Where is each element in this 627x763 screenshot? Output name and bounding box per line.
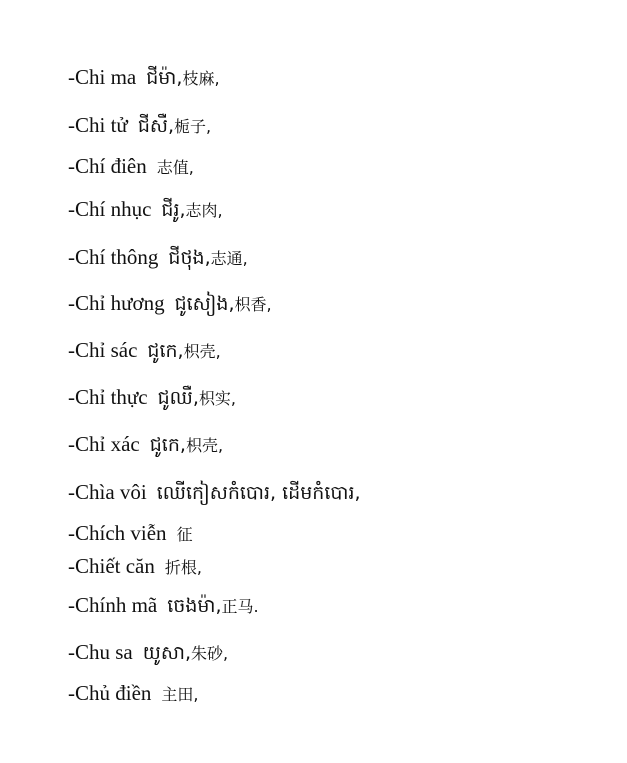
entry-chi-tu — [68, 112, 211, 140]
khmer-term: ចេងម៉ា, — [167, 595, 222, 617]
vietnamese-term: -Chỉ thực — [68, 385, 148, 409]
khmer-term: ជូសៀង, — [174, 293, 235, 315]
chinese-term: 栀子, — [174, 117, 212, 136]
chinese-term: 枳壳, — [185, 436, 224, 455]
vietnamese-term: -Chích viễn — [68, 521, 167, 545]
khmer-term: ជីម៉ា, — [146, 67, 183, 89]
entry-chi-thong — [68, 244, 248, 272]
khmer-term: ជីរូ, — [161, 199, 186, 221]
entry-chi-sac — [68, 337, 221, 365]
khmer-term: ជូកេ, — [149, 434, 186, 456]
entry-chich-vien — [68, 520, 193, 548]
vietnamese-term: -Chi ma — [68, 65, 137, 89]
chinese-term: 志值, — [156, 158, 194, 177]
vietnamese-term: -Chí thông — [68, 245, 159, 269]
khmer-term: ជូកេ, — [147, 340, 184, 362]
chinese-term: 枝麻, — [182, 69, 220, 88]
chinese-term: 主田, — [161, 685, 199, 704]
entry-chinh-ma — [68, 592, 259, 620]
entry-chi-dien — [68, 153, 194, 181]
entry-chu-dien — [68, 680, 199, 708]
vietnamese-term: -Chỉ hương — [68, 291, 165, 315]
entry-chi-ma — [68, 64, 220, 92]
chinese-term: 朱砂, — [191, 644, 229, 663]
chinese-term: 枳实, — [198, 389, 237, 408]
entry-chu-sa — [68, 639, 228, 667]
chinese-term: 征 — [176, 525, 193, 544]
vietnamese-term: -Chủ điền — [68, 681, 152, 705]
vietnamese-term: -Chìa vôi — [68, 480, 147, 504]
entry-chiet-can — [68, 553, 202, 581]
vietnamese-term: -Chu sa — [68, 640, 133, 664]
vietnamese-term: -Chỉ sác — [68, 338, 138, 362]
entry-chi-thuc — [68, 384, 236, 412]
vietnamese-term: -Chỉ xác — [68, 432, 140, 456]
khmer-term: ជូឈឺ, — [157, 387, 199, 409]
entry-chia-voi — [68, 479, 361, 506]
khmer-term: យូសា, — [142, 642, 192, 664]
chinese-term: 枳香, — [234, 295, 272, 314]
khmer-term: ជីសឺ, — [137, 115, 175, 137]
entry-chi-nhuc — [68, 196, 223, 224]
khmer-term: ឈើកៀសកំបោរ, ដើមកំបោរ, — [156, 482, 361, 504]
vietnamese-term: -Chi tử — [68, 113, 128, 137]
entry-chi-xac — [68, 431, 223, 459]
chinese-term: 志通, — [210, 249, 248, 268]
chinese-term: 正马. — [221, 597, 259, 616]
chinese-term: 志肉, — [185, 201, 223, 220]
vietnamese-term: -Chiết căn — [68, 554, 155, 578]
vietnamese-term: -Chính mã — [68, 593, 158, 617]
khmer-term: ជីថុង, — [168, 247, 211, 269]
chinese-term: 折根, — [164, 558, 202, 577]
vietnamese-term: -Chí nhục — [68, 197, 152, 221]
entry-chi-huong — [68, 290, 272, 318]
chinese-term: 枳壳, — [183, 342, 221, 361]
vietnamese-term: -Chí điên — [68, 154, 147, 178]
